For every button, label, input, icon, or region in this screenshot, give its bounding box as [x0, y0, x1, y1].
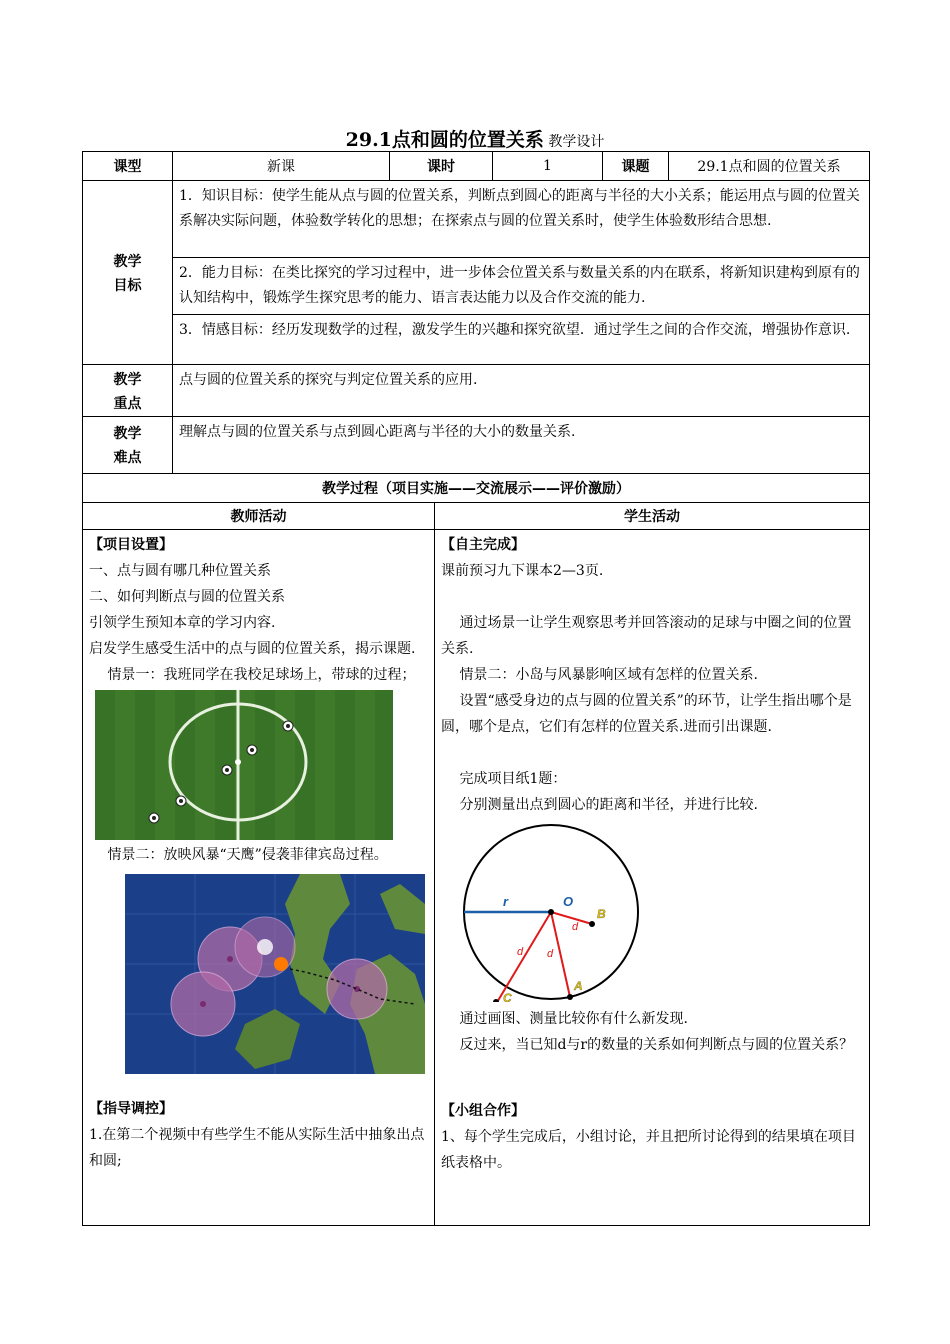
difficulty-text: 理解点与圆的位置关系与点到圆心距离与半径的大小的数量关系. [173, 417, 870, 474]
diagram-b-label: B [597, 907, 606, 921]
objectives-label-line2: 目标 [113, 277, 142, 294]
title-main: 29.1点和圆的位置关系 [345, 129, 544, 151]
diagram-o-label: O [563, 894, 574, 909]
soccer-ball-icon [176, 796, 186, 806]
topic-label: 课题 [603, 152, 669, 181]
objective-emotion: 3．情感目标：经历发现数学的过程，激发学生的兴趣和探究欲望．通过学生之间的合作交流，增强协作意识. [173, 315, 870, 365]
type-label: 课型 [83, 152, 173, 181]
soccer-ball-icon [222, 765, 232, 775]
student-group-line: 1、每个学生完成后，小组讨论，并且把所讨论得到的结果填在项目纸表格中。 [441, 1129, 856, 1171]
teacher-section-guide: 【指导调控】 [89, 1101, 173, 1117]
island-marker [274, 957, 288, 971]
teacher-line: 引领学生预知本章的学习内容. [89, 615, 276, 631]
storm-zone [327, 959, 387, 1019]
objectives-label [83, 181, 173, 365]
objective-knowledge: 1．知识目标：使学生能从点与圆的位置关系，判断点到圆心的距离与半径的大小关系；能运用点与圆的位置关系解决实际问题，体验数学转化的思想；在探索点与圆的位置关系时，使学生体验数形结合思想. [173, 181, 870, 258]
teacher-line: 情景一：我班同学在我校足球场上，带球的过程； [89, 667, 416, 683]
topic-value: 29.1点和圆的位置关系 [669, 152, 870, 181]
period-label: 课时 [390, 152, 493, 181]
soccer-ball-icon [149, 813, 159, 823]
student-line: 通过画图、测量比较你有什么新发现. [441, 1011, 688, 1027]
student-line: 反过来，当已知d与r的数量的关系如何判断点与圆的位置关系？ [441, 1037, 854, 1053]
diagram-d-label: d [547, 948, 554, 960]
student-line: 分别测量出点到圆心的距离和半径，并进行比较. [441, 797, 758, 813]
diagram-d-label: d [572, 921, 579, 933]
typhoon-map-image [125, 874, 425, 1074]
diagram-r-label: r [503, 894, 509, 909]
title-sub: 教学设计 [543, 134, 605, 150]
key-point-text: 点与圆的位置关系的探究与判定位置关系的应用. [173, 365, 870, 417]
difficulty-label [83, 417, 173, 474]
type-value: 新课 [173, 152, 390, 181]
header-row [83, 152, 870, 181]
student-line: 情景二：小岛与风暴影响区域有怎样的位置关系. [441, 667, 758, 683]
student-section-group: 【小组合作】 [441, 1103, 525, 1119]
diagram-c-label: C [503, 991, 512, 1002]
student-line: 完成项目纸1题： [441, 771, 567, 787]
teacher-line: 二、如何判断点与圆的位置关系 [89, 589, 285, 605]
teacher-header: 教师活动 [83, 503, 435, 530]
period-value: 1 [493, 152, 603, 181]
student-line: 通过场景一让学生观察思考并回答滚动的足球与中圈之间的位置关系. [441, 615, 852, 657]
key-point-label [83, 365, 173, 417]
teacher-column [83, 530, 435, 1226]
teacher-scene2: 情景二：放映风暴“天鹰”侵袭菲律宾岛过程。 [89, 847, 388, 863]
student-line: 设置“感受身边的点与圆的位置关系”的环节，让学生指出哪个是圆，哪个是点，它们有怎样的位置关系.进而引出课题. [441, 693, 852, 735]
difficulty-label-line1: 教学 [113, 426, 142, 442]
storm-zone [171, 972, 235, 1036]
diagram-d-label: d [517, 946, 524, 958]
student-column [435, 530, 870, 1226]
key-point-label-line1: 教学 [113, 371, 142, 388]
process-title: 教学过程（项目实施——交流展示——评价激励） [83, 474, 870, 503]
diagram-a-label: A [574, 979, 583, 993]
student-section-self: 【自主完成】 [441, 537, 525, 553]
soccer-ball-icon [283, 721, 293, 731]
student-header: 学生活动 [435, 503, 870, 530]
soccer-ball-icon [247, 745, 257, 755]
soccer-field-image [95, 690, 393, 840]
objective-ability: 2．能力目标：在类比探究的学习过程中，进一步体会位置关系与数量关系的内在联系，将新知识建构到原有的认知结构中，锻炼学生探究思考的能力、语言表达能力以及合作交流的能力. [173, 258, 870, 315]
difficulty-label-line2: 难点 [113, 450, 142, 466]
teacher-line: 启发学生感受生活中的点与圆的位置关系，揭示课题. [89, 641, 416, 657]
document-title [0, 125, 950, 152]
teacher-guide-line: 1.在第二个视频中有些学生不能从实际生活中抽象出点和圆; [89, 1127, 425, 1169]
point-circle-diagram [459, 822, 649, 1002]
key-point-label-line2: 重点 [113, 395, 142, 412]
objectives-label-line1: 教学 [113, 253, 142, 270]
teacher-section-setup: 【项目设置】 [89, 537, 173, 553]
lesson-plan-table [82, 151, 870, 1226]
teacher-line: 一、点与圆有哪几种位置关系 [89, 563, 271, 579]
student-line: 课前预习九下课本2—3页. [441, 563, 604, 579]
